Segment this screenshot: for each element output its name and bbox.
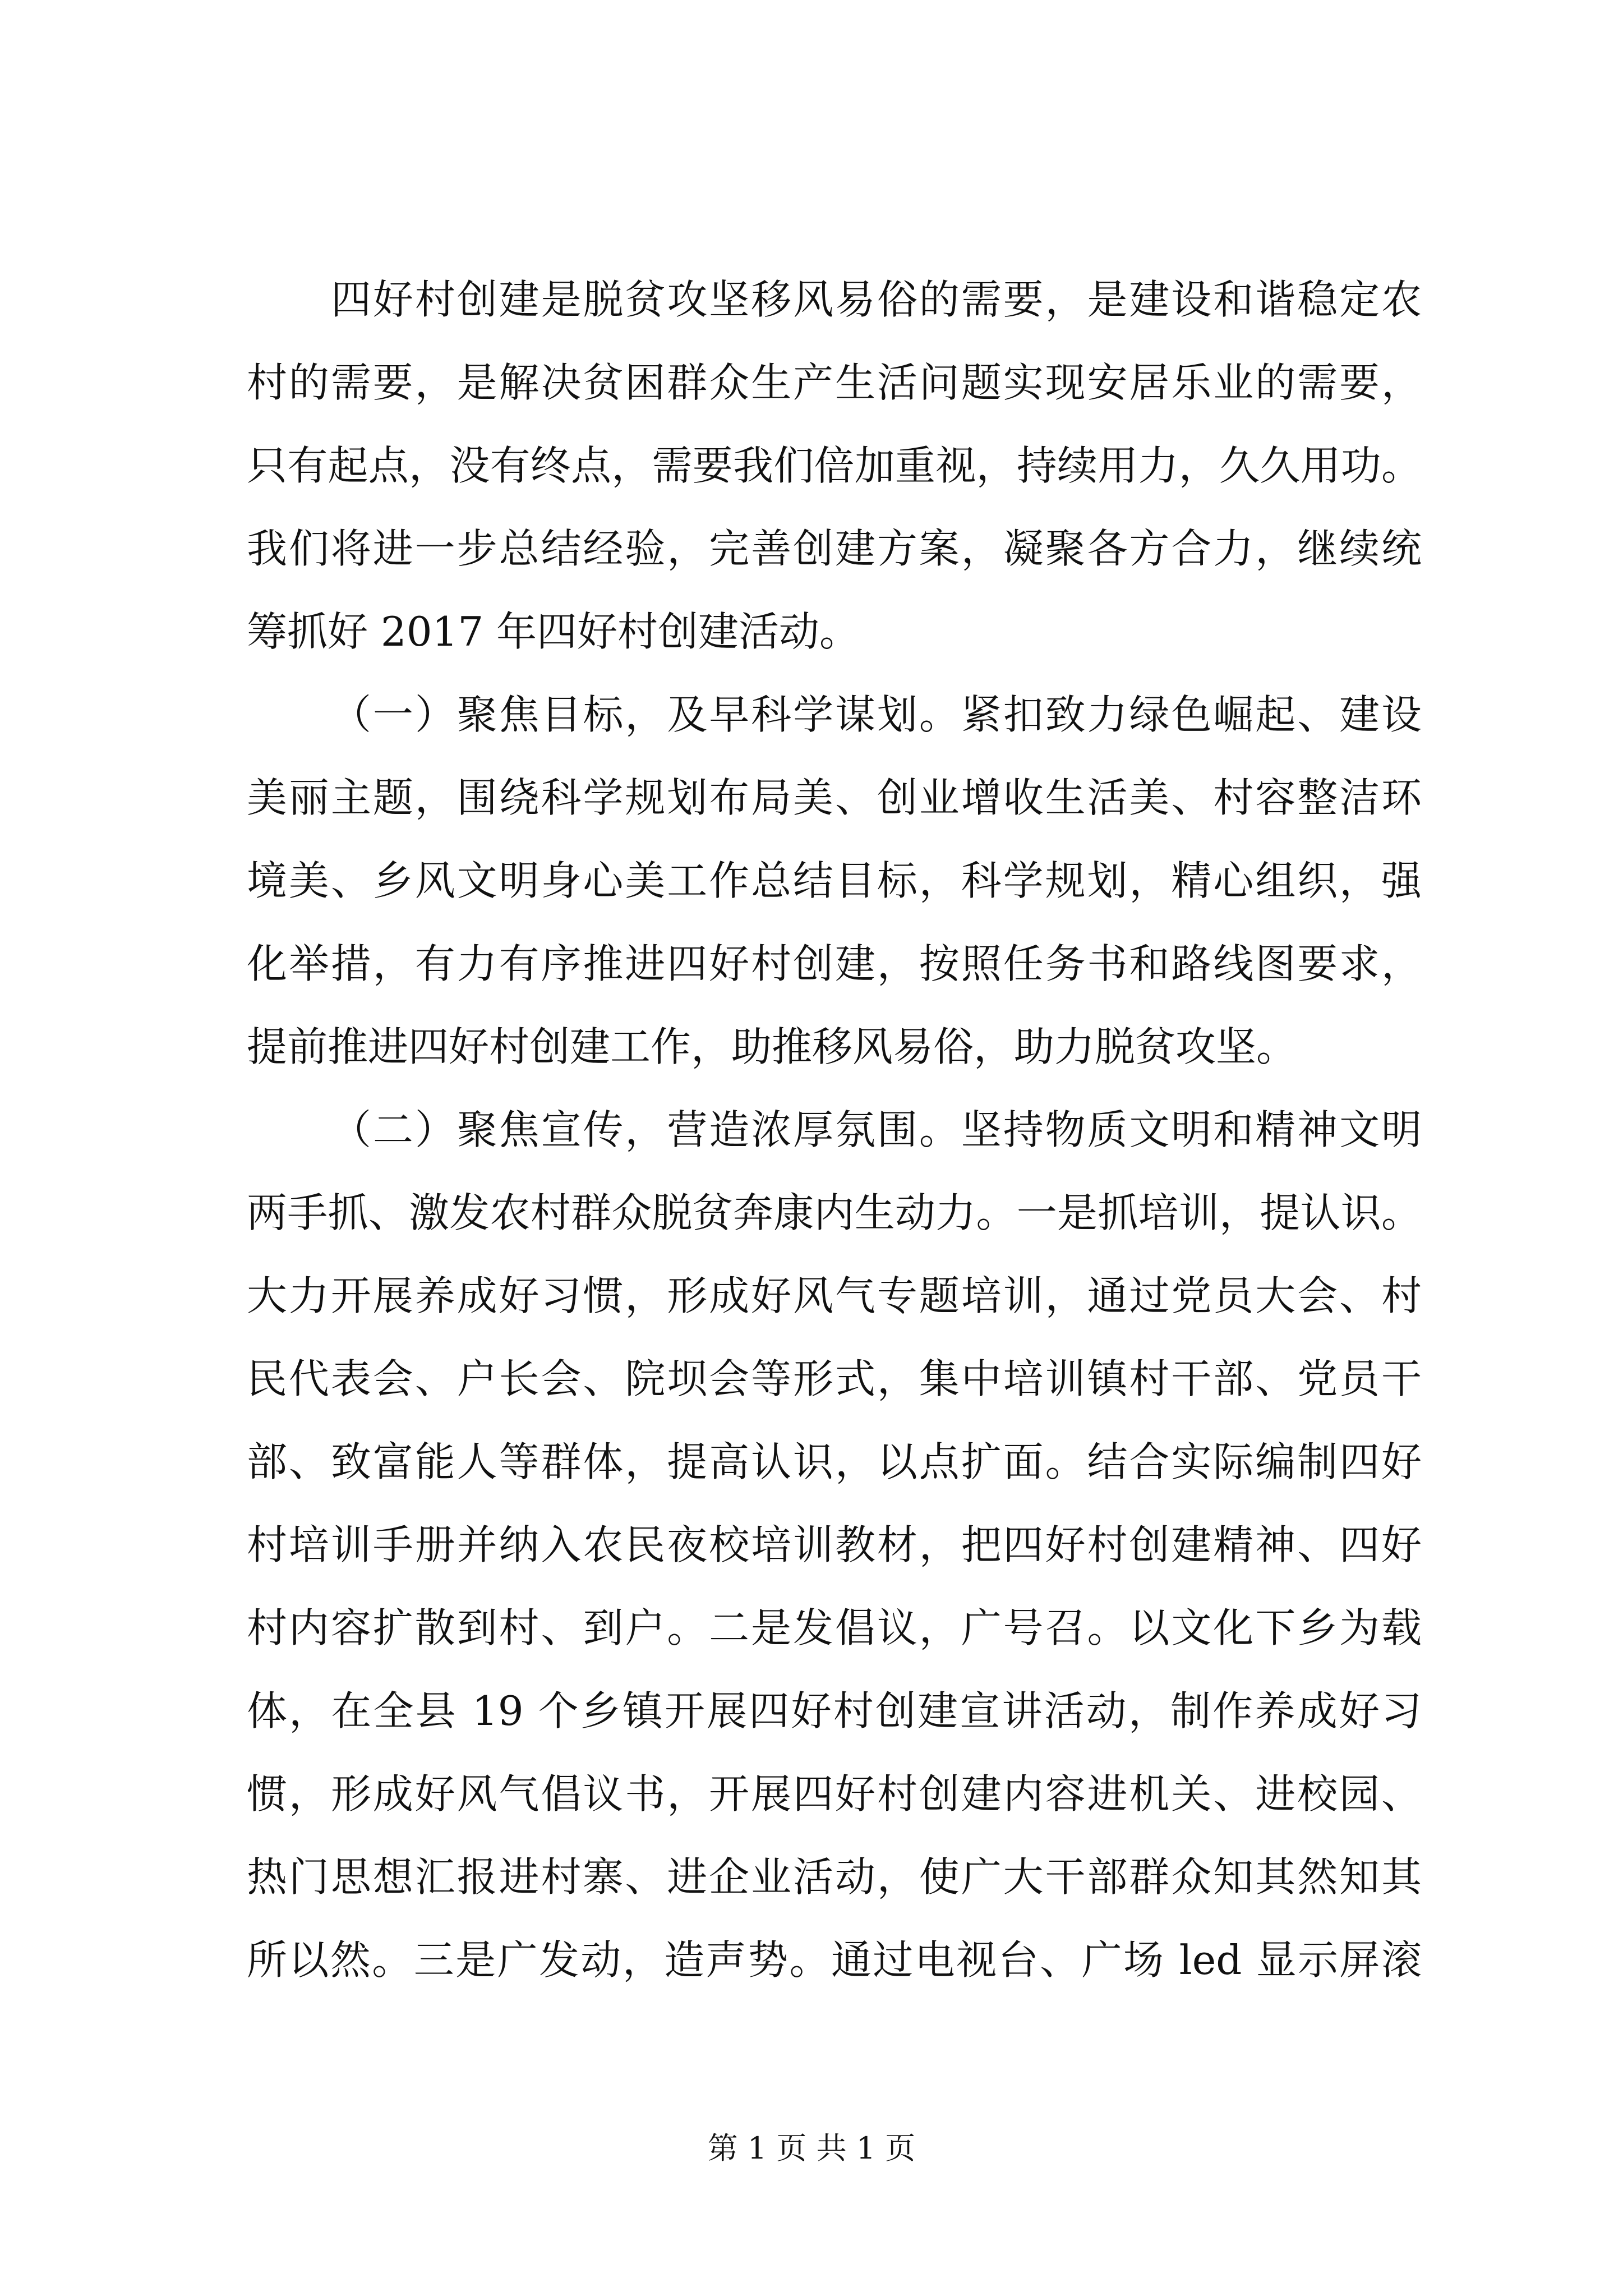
text-line: 村培训手册并纳入农民夜校培训教材，把四好村创建精神、四好 — [247, 1521, 1422, 1568]
text-line: 只有起点，没有终点，需要我们倍加重视，持续用力，久久用功。 — [247, 442, 1422, 489]
text-line: 热门思想汇报进村寨、进企业活动，使广大干部群众知其然知其 — [247, 1853, 1422, 1901]
text-line: （二）聚焦宣传，营造浓厚氛围。坚持物质文明和精神文明 — [331, 1106, 1422, 1153]
text-line: 村的需要，是解决贫困群众生产生活问题实现安居乐业的需要， — [247, 359, 1422, 406]
text-line: 两手抓、激发农村群众脱贫奔康内生动力。一是抓培训，提认识。 — [247, 1189, 1422, 1236]
text-line: 部、致富能人等群体，提高认识，以点扩面。结合实际编制四好 — [247, 1438, 1422, 1485]
text-line: 境美、乡风文明身心美工作总结目标，科学规划，精心组织，强 — [247, 857, 1422, 904]
text-line: 惯，形成好风气倡议书，开展四好村创建内容进机关、进校园、 — [247, 1770, 1422, 1818]
text-line: 所以然。三是广发动，造声势。通过电视台、广场 led 显示屏滚 — [247, 1936, 1422, 1984]
text-line: 体，在全县 19 个乡镇开展四好村创建宣讲活动，制作养成好习 — [247, 1687, 1422, 1734]
document-body — [247, 258, 1422, 2001]
text-line: 四好村创建是脱贫攻坚移风易俗的需要，是建设和谐稳定农 — [331, 276, 1422, 323]
text-line: 民代表会、户长会、院坝会等形式，集中培训镇村干部、党员干 — [247, 1355, 1422, 1402]
text-line: 美丽主题，围绕科学规划布局美、创业增收生活美、村容整洁环 — [247, 774, 1422, 821]
text-line: 大力开展养成好习惯，形成好风气专题培训，通过党员大会、村 — [247, 1272, 1422, 1319]
text-line: 村内容扩散到村、到户。二是发倡议，广号召。以文化下乡为载 — [247, 1604, 1422, 1651]
text-line: （一）聚焦目标，及早科学谋划。紧扣致力绿色崛起、建设 — [331, 691, 1422, 738]
text-line: 化举措，有力有序推进四好村创建，按照任务书和路线图要求， — [247, 940, 1422, 987]
text-line: 提前推进四好村创建工作，助推移风易俗，助力脱贫攻坚。 — [247, 1023, 1297, 1070]
text-line: 筹抓好 2017 年四好村创建活动。 — [247, 608, 860, 655]
text-line: 我们将进一步总结经验，完善创建方案，凝聚各方合力，继续统 — [247, 525, 1422, 572]
page-number-footer: 第 1 页 共 1 页 — [707, 2131, 916, 2166]
